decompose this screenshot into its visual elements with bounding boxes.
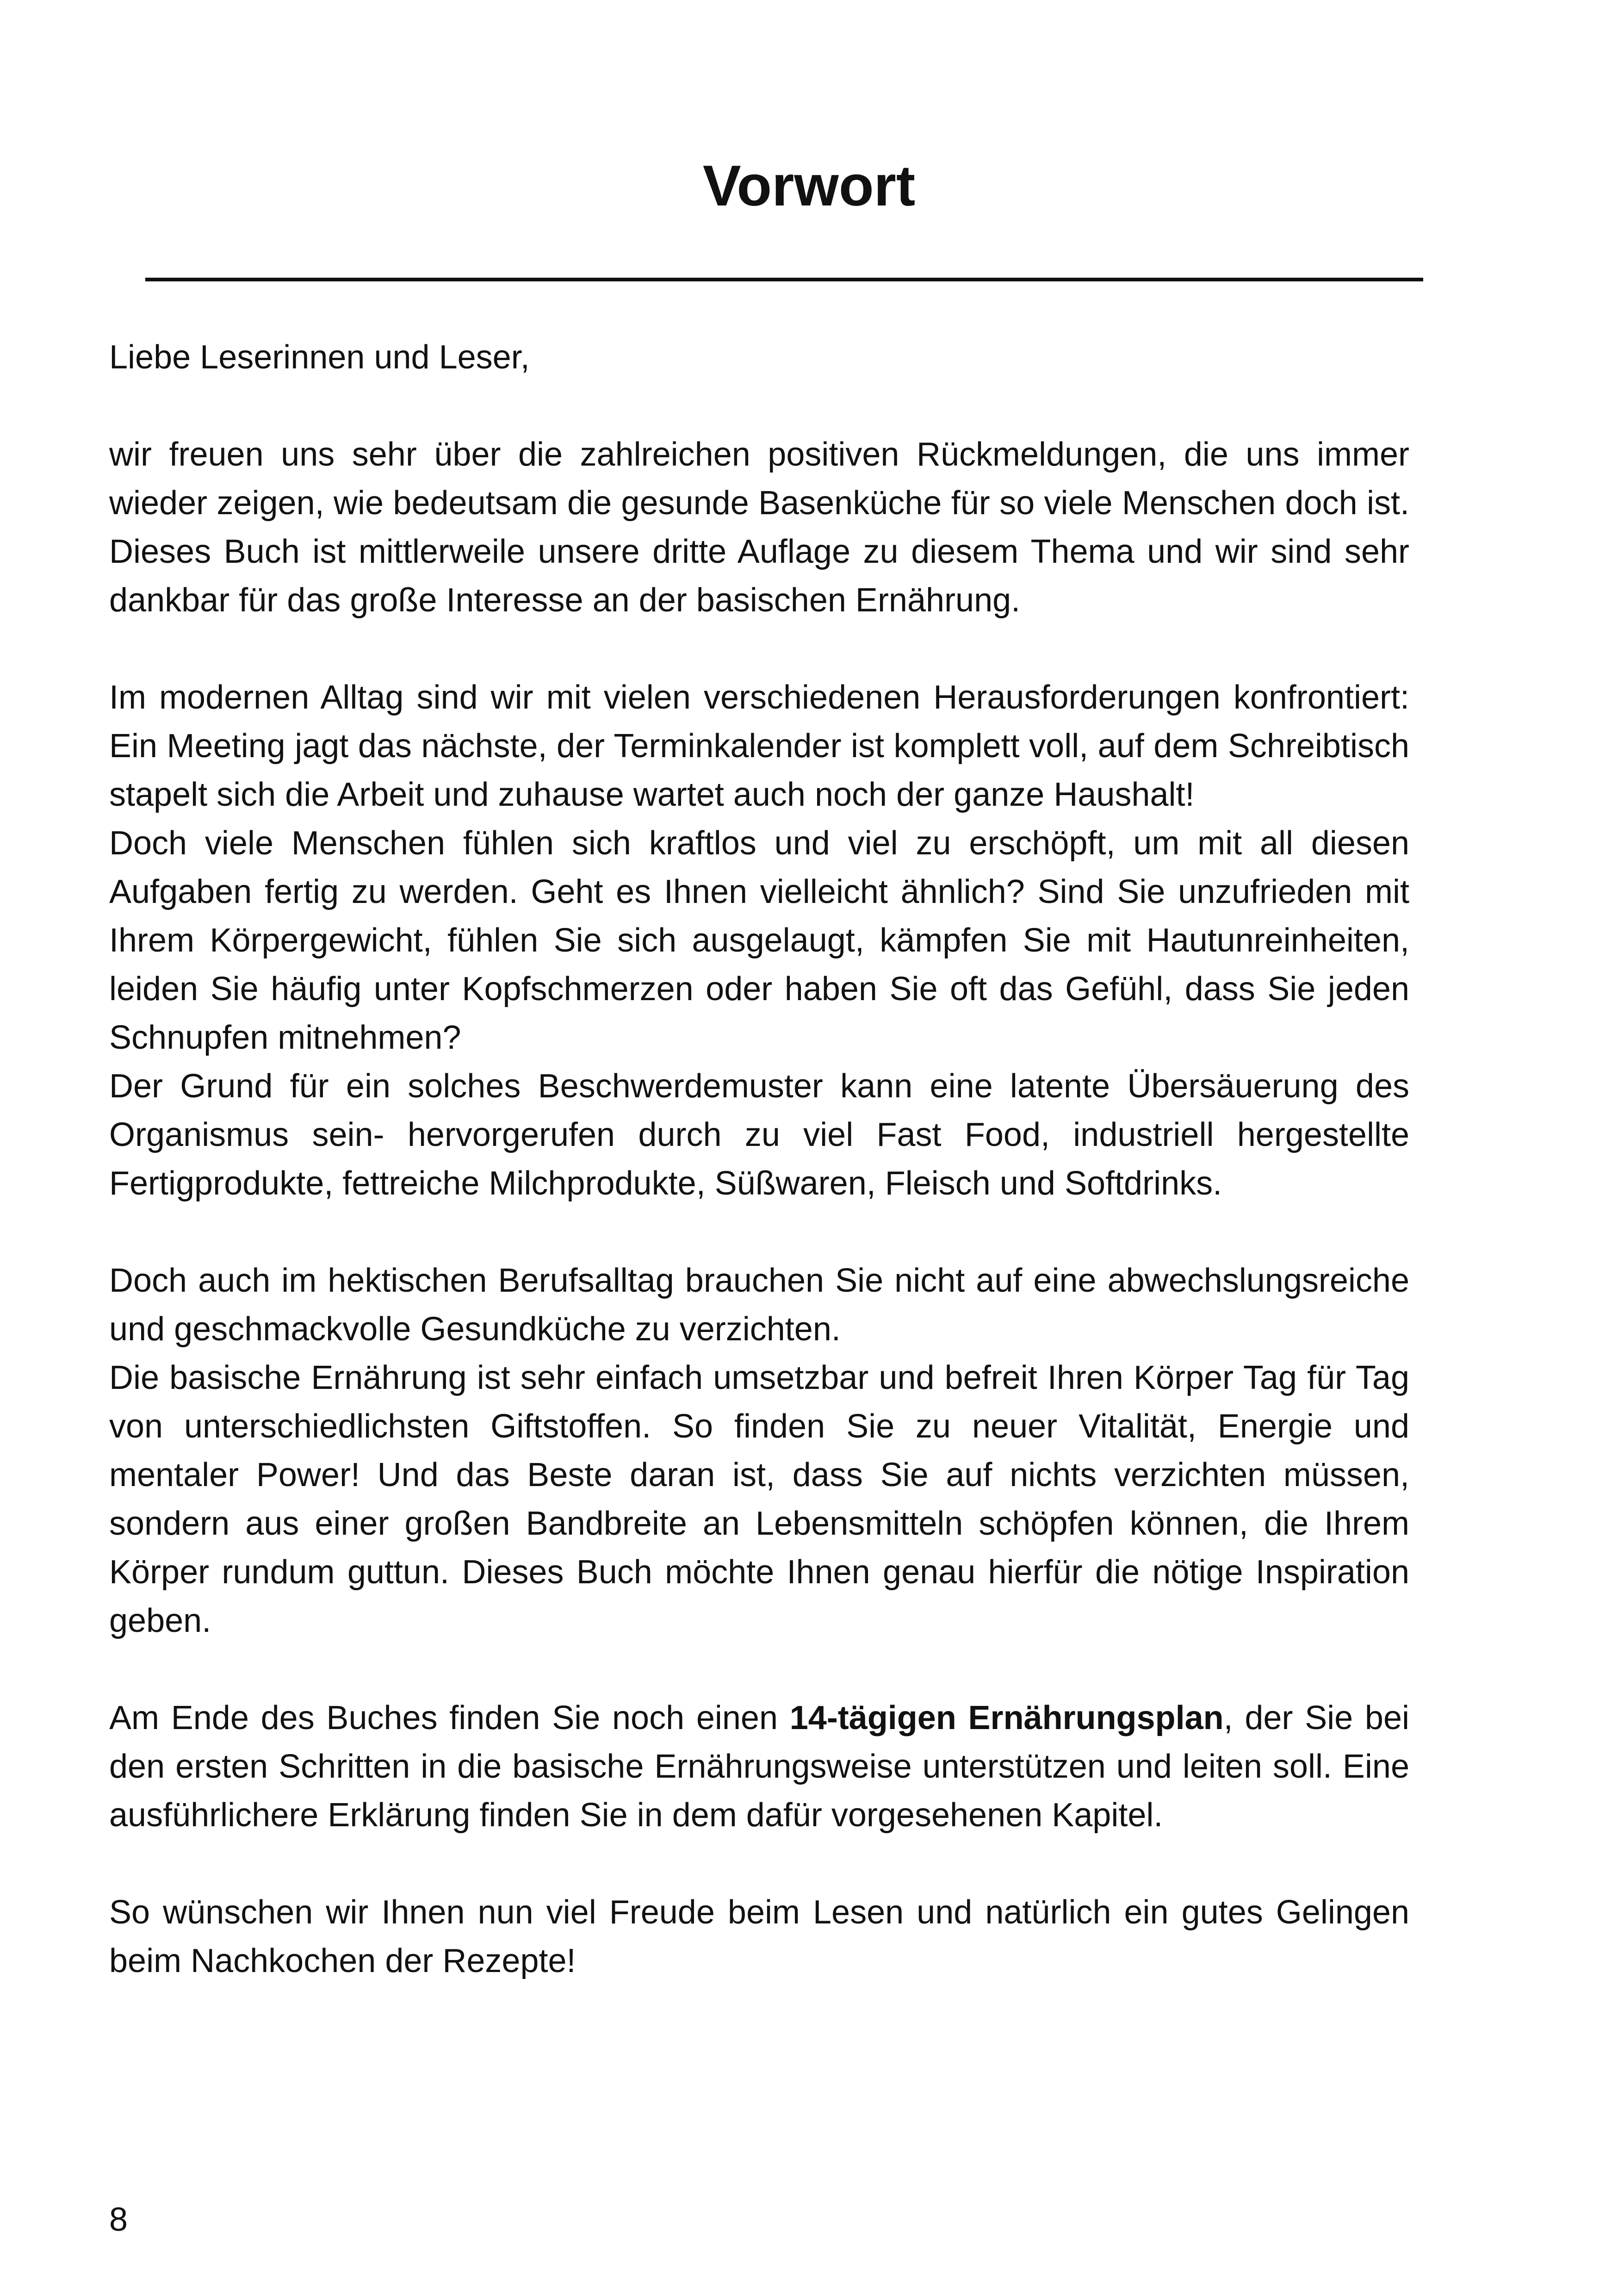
page-number: 8 bbox=[109, 2201, 128, 2238]
page-title: Vorwort bbox=[702, 154, 916, 218]
paragraph-gap bbox=[109, 1840, 1409, 1888]
paragraph-7-rest: , der Sie bei den ersten Schritten in die basische Ernährungsweise unterstützen und leiten soll. Eine ausführlichere Erklärung finden Sie in dem dafür vorgesehenen Kapitel. bbox=[109, 1699, 1409, 1834]
title-divider bbox=[145, 278, 1423, 281]
paragraph-7-intro: Am Ende des Buches finden Sie noch einen bbox=[109, 1699, 790, 1736]
paragraph-gap bbox=[109, 1208, 1409, 1257]
paragraph-5: Doch auch im hektischen Berufsalltag brauchen Sie nicht auf eine abwechslungsreiche und geschmackvolle Gesundküche zu verzichten. bbox=[109, 1262, 1409, 1348]
paragraph-1: wir freuen uns sehr über die zahlreichen positiven Rückmeldungen, die uns immer wieder zeigen, wie bedeutsam die gesunde Basenküche für so viele Menschen doch ist. Dieses Buch ist mittlerweile unsere dritte Auflage zu diesem Thema und wir sind sehr dankbar für das große Interesse an der basischen Ernährung. bbox=[109, 436, 1409, 619]
paragraph-2: Im modernen Alltag sind wir mit vielen verschiedenen Herausforderungen konfrontiert: Ein Meeting jagt das nächste, der Terminkalender ist komplett voll, auf dem Schreibtisch stapelt sich die Arbeit und zuhause wartet auch noch der ganze Haushalt! bbox=[109, 679, 1409, 813]
paragraph-8: So wünschen wir Ihnen nun viel Freude beim Lesen und natürlich ein gutes Gelingen beim Nachkochen der Rezepte! bbox=[109, 1894, 1409, 1979]
foreword-body bbox=[109, 333, 1409, 1985]
paragraph-4: Der Grund für ein solches Beschwerdemuster kann eine latente Übersäuerung des Organismus sein- hervorgerufen durch zu viel Fast Food, industriell hergestellte Fertigprodukte, fettreiche Milchprodukte, Süßwaren, Fleisch und Softdrinks. bbox=[109, 1068, 1409, 1202]
paragraph-gap bbox=[109, 625, 1409, 673]
paragraph-gap bbox=[109, 382, 1409, 430]
paragraph-gap bbox=[109, 1645, 1409, 1694]
salutation: Liebe Leserinnen und Leser, bbox=[109, 339, 530, 376]
paragraph-6: Die basische Ernährung ist sehr einfach umsetzbar und befreit Ihren Körper Tag für Tag von unterschiedlichsten Giftstoffen. So finden Sie zu neuer Vitalität, Energie und mentaler Power! Und das Beste daran ist, dass Sie auf nichts verzichten müssen, sondern aus einer großen Bandbreite an Lebensmitteln schöpfen können, die Ihrem Körper rundum guttun. Dieses Buch möchte Ihnen genau hierfür die nötige Inspiration geben. bbox=[109, 1359, 1409, 1639]
paragraph-7 bbox=[109, 1694, 1409, 1840]
nutrition-plan-highlight: 14-tägigen Ernährungsplan bbox=[789, 1699, 1224, 1736]
paragraph-3: Doch viele Menschen fühlen sich kraftlos und viel zu erschöpft, um mit all diesen Aufgaben fertig zu werden. Geht es Ihnen vielleicht ähnlich? Sind Sie unzufrieden mit Ihrem Körpergewicht, fühlen Sie sich ausgelaugt, kämpfen Sie mit Hautunreinheiten, leiden Sie häufig unter Kopfschmerzen oder haben Sie oft das Gefühl, dass Sie jeden Schnupfen mitnehmen? bbox=[109, 825, 1409, 1056]
